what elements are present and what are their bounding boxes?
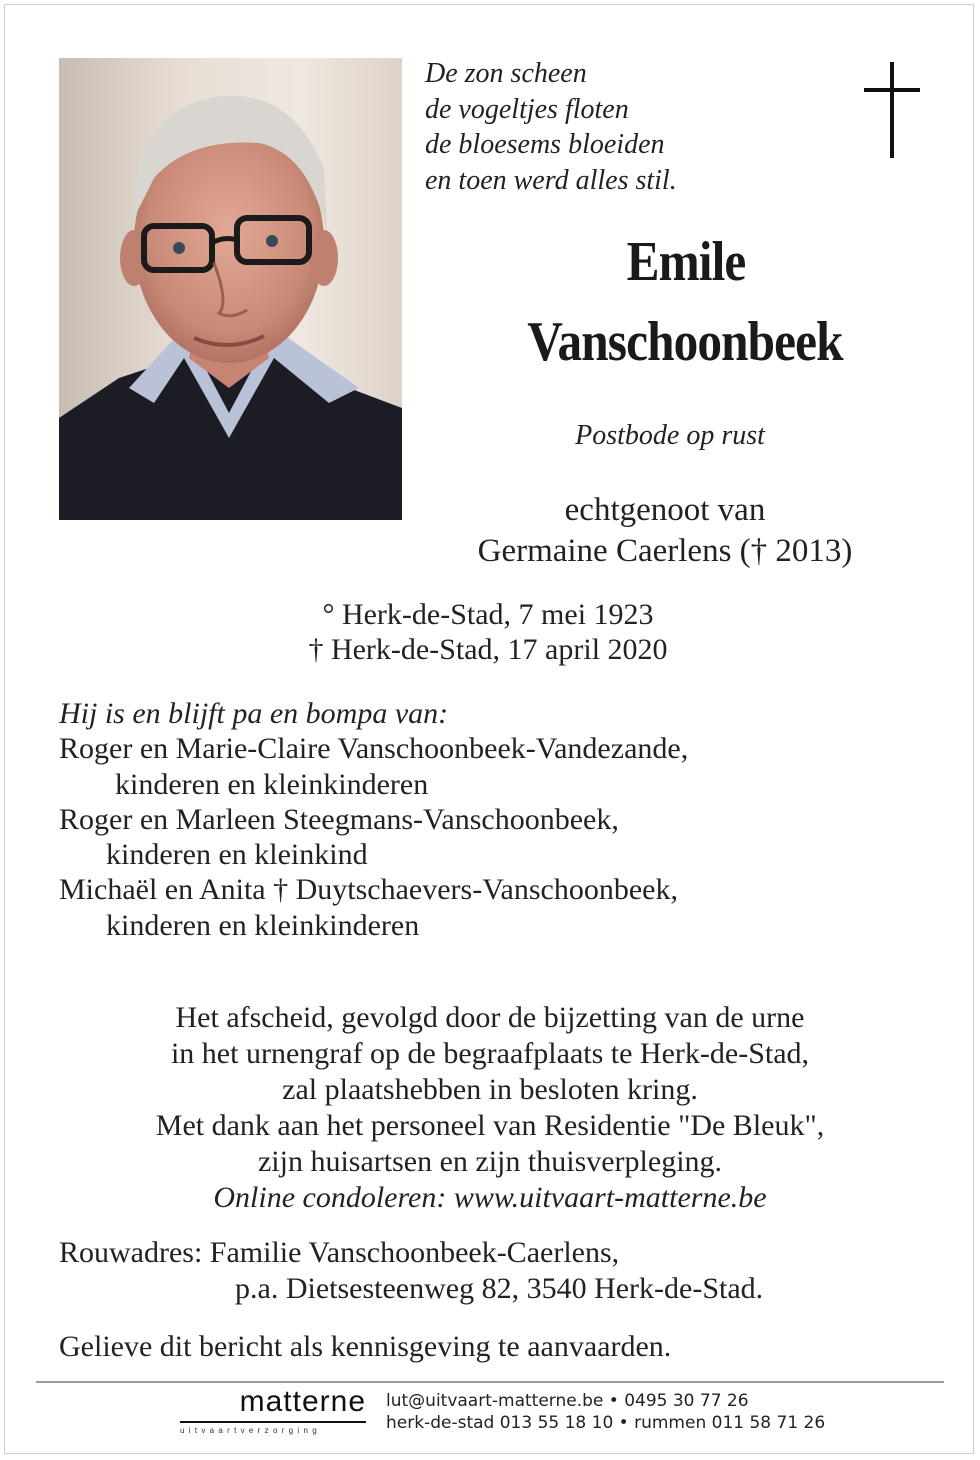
birth-date: ° Herk-de-Stad, 7 mei 1923 bbox=[322, 598, 654, 631]
cross-icon bbox=[864, 62, 920, 158]
logo-tagline: uitvaartverzorging bbox=[180, 1426, 321, 1435]
family-entry-names: Michaël en Anita † Duytschaevers-Vanschoonbeek, bbox=[59, 873, 678, 907]
family-entry-names: Roger en Marie-Claire Vanschoonbeek-Vandezande, bbox=[59, 732, 689, 766]
occupation: Postbode op rust bbox=[575, 420, 765, 451]
address-line-2: p.a. Dietsesteenweg 82, 3540 Herk-de-Stad. bbox=[235, 1272, 764, 1305]
family-entry-children: kinderen en kleinkind bbox=[106, 838, 368, 872]
first-name: Emile bbox=[626, 231, 746, 293]
spouse-name: Germaine Caerlens († 2013) bbox=[477, 533, 853, 569]
poem-line: De zon scheen bbox=[425, 58, 587, 89]
contact-line-1[interactable]: lut@uitvaart-matterne.be • 0495 30 77 26 bbox=[386, 1391, 749, 1411]
poem bbox=[425, 56, 677, 198]
family-entry-names: Roger en Marleen Steegmans-Vanschoonbeek, bbox=[59, 802, 619, 836]
poem-line: de bloesems bloeiden bbox=[425, 129, 665, 160]
address-line-1: Rouwadres: Familie Vanschoonbeek-Caerlens, bbox=[59, 1236, 620, 1269]
funeral-line: zijn huisartsen en zijn thuisverpleging. bbox=[257, 1145, 723, 1178]
footer-contact bbox=[386, 1390, 825, 1434]
family-entry-children: kinderen en kleinkinderen bbox=[106, 908, 420, 942]
funeral-line: zal plaatshebben in besloten kring. bbox=[282, 1073, 698, 1106]
poem-line: de vogeltjes floten bbox=[425, 93, 629, 125]
last-name: Vanschoonbeek bbox=[527, 311, 843, 373]
online-condolences-link[interactable]: Online condoleren: www.uitvaart-matterne.be bbox=[213, 1181, 767, 1214]
funeral-details bbox=[40, 1000, 940, 1216]
logo-underline bbox=[180, 1421, 366, 1423]
poem-line: en toen werd alles stil. bbox=[425, 164, 677, 196]
funeral-line: Met dank aan het personeel van Residentie "De Bleuk", bbox=[155, 1109, 825, 1142]
family-entry-children: kinderen en kleinkinderen bbox=[115, 767, 429, 801]
contact-line-2: herk-de-stad 013 55 18 10 • rummen 011 58 71 26 bbox=[386, 1413, 826, 1433]
logo-brand: matterne bbox=[239, 1385, 366, 1418]
notice-text: Gelieve dit bericht als kennisgeving te aanvaarden. bbox=[59, 1330, 672, 1363]
family-intro: Hij is en blijft pa en bompa van: bbox=[59, 697, 449, 730]
death-date: † Herk-de-Stad, 17 april 2020 bbox=[308, 633, 668, 666]
matterne-logo bbox=[180, 1385, 366, 1435]
family-list bbox=[59, 696, 688, 943]
footer-divider bbox=[36, 1381, 944, 1383]
portrait-photo bbox=[59, 58, 402, 520]
mourning-address bbox=[59, 1235, 763, 1307]
funeral-line: in het urnengraf op de begraafplaats te Herk-de-Stad, bbox=[170, 1037, 810, 1070]
spouse-relation: echtgenoot van bbox=[564, 492, 766, 528]
funeral-line: Het afscheid, gevolgd door de bijzetting van de urne bbox=[175, 1001, 805, 1034]
